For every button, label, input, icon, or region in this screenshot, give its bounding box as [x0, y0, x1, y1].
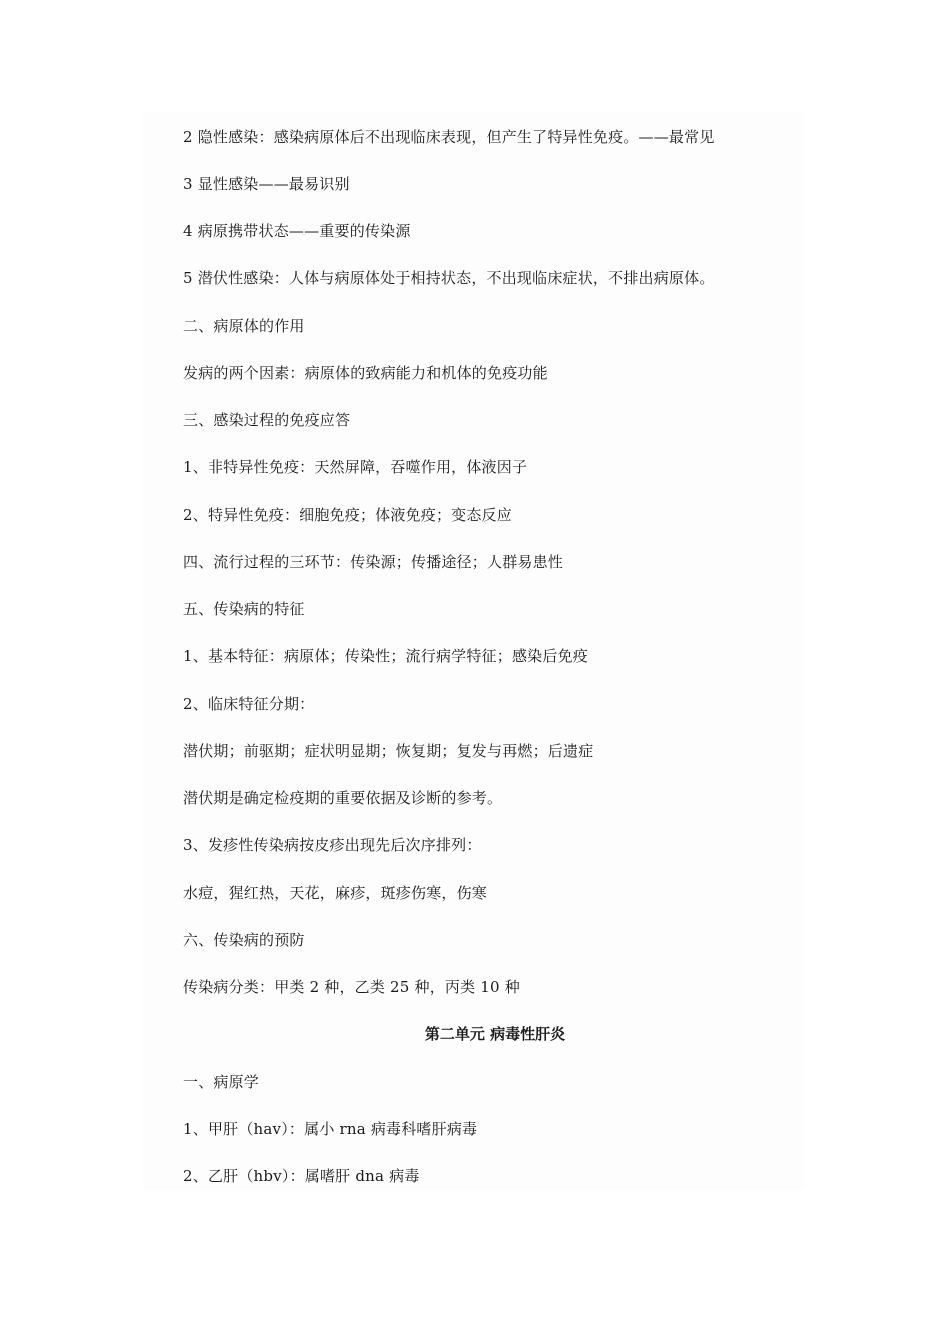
- text-line-overt-infection: 3 显性感染——最易识别: [183, 175, 350, 193]
- text-line-latent-infection: 2 隐性感染：感染病原体后不出现临床表现，但产生了特异性免疫。——最常见: [183, 128, 715, 146]
- text-line-rash-order-title: 3、发疹性传染病按皮疹出现先后次序排列：: [183, 836, 482, 854]
- text-line-clinical-stages-title: 2、临床特征分期：: [183, 695, 315, 713]
- text-line-clinical-stages: 潜伏期；前驱期；症状明显期；恢复期；复发与再燃；后遗症: [183, 742, 594, 760]
- section-heading-etiology: 一、病原学: [183, 1073, 260, 1091]
- section-heading-immune-response: 三、感染过程的免疫应答: [183, 411, 351, 429]
- section-heading-pathogen-role: 二、病原体的作用: [183, 317, 305, 335]
- text-line-disease-factors: 发病的两个因素：病原体的致病能力和机体的免疫功能: [183, 364, 548, 382]
- text-line-incubation-note: 潜伏期是确定检疫期的重要依据及诊断的参考。: [183, 789, 503, 807]
- text-line-hav: 1、甲肝（hav）：属小 rna 病毒科嗜肝病毒: [183, 1120, 478, 1138]
- text-line-nonspecific-immunity: 1、非特异性免疫：天然屏障，吞噬作用，体液因子: [183, 458, 528, 476]
- text-line-latent-state: 5 潜伏性感染：人体与病原体处于相持状态，不出现临床症状，不排出病原体。: [183, 269, 715, 287]
- section-heading-disease-features: 五、传染病的特征: [183, 600, 305, 618]
- section-heading-epidemic-links: 四、流行过程的三环节：传染源；传播途径；人群易患性: [183, 553, 564, 571]
- section-heading-prevention: 六、传染病的预防: [183, 931, 305, 949]
- unit-heading: 第二单元 病毒性肝炎: [424, 1025, 566, 1043]
- text-line-carrier-state: 4 病原携带状态——重要的传染源: [183, 222, 411, 240]
- text-line-specific-immunity: 2、特异性免疫：细胞免疫；体液免疫；变态反应: [183, 506, 512, 524]
- text-line-rash-order: 水痘，猩红热，天花，麻疹，斑疹伤寒，伤寒: [183, 884, 488, 902]
- text-line-basic-features: 1、基本特征：病原体；传染性；流行病学特征；感染后免疫: [183, 647, 588, 665]
- text-line-hbv: 2、乙肝（hbv）：属嗜肝 dna 病毒: [183, 1167, 420, 1185]
- text-line-disease-classes: 传染病分类：甲类 2 种，乙类 25 种，丙类 10 种: [183, 978, 520, 996]
